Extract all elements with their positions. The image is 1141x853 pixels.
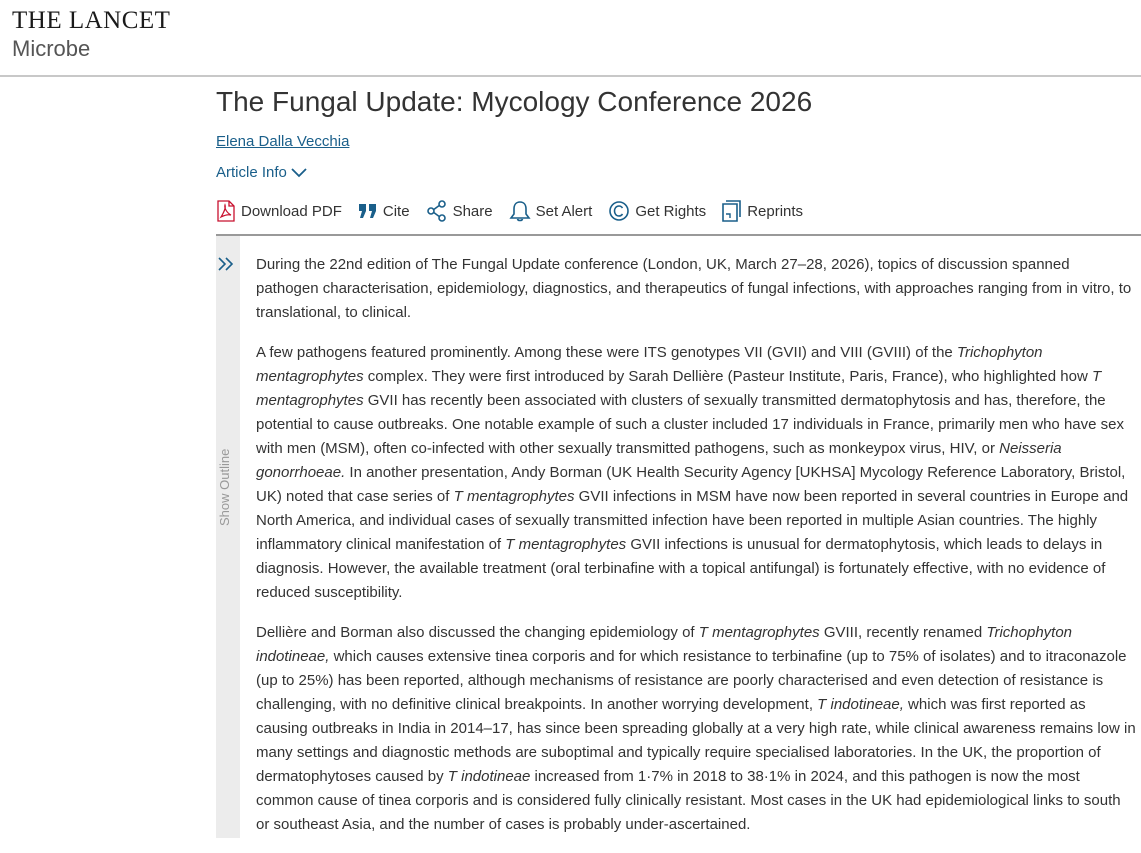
share-button[interactable] bbox=[426, 200, 493, 222]
get-rights-button[interactable] bbox=[608, 200, 706, 222]
paragraph-text: which causes extensive tinea corporis and for which resistance to terbinafine (up to 75% of isolates) and to itraconazole (up to 25%) has been reported, although mechanisms of resistance are poorly characterised and even detection of resistance is challenging, with no definitive clinical breakpoints. In another worrying development, bbox=[256, 648, 1127, 713]
journal-logo-line2[interactable]: Microbe bbox=[12, 36, 91, 61]
journal-logo-line1[interactable]: THE LANCET bbox=[12, 7, 171, 34]
paragraph-text: complex. They were first introduced by Sarah Dellière (Pasteur Institute, Paris, France), who highlighted how bbox=[363, 368, 1092, 385]
species-name: Neisseria gonorrhoeae. bbox=[256, 440, 1062, 481]
cite-label: Cite bbox=[382, 202, 410, 220]
species-name: T mentagrophytes bbox=[505, 536, 627, 553]
species-name: T indotineae bbox=[447, 768, 531, 785]
body-paragraph-2 bbox=[256, 341, 1136, 605]
site-header bbox=[0, 0, 1141, 77]
pdf-icon bbox=[216, 200, 236, 222]
species-name: Trichophyton mentagrophytes bbox=[256, 344, 1043, 385]
outline-sidebar bbox=[216, 236, 240, 838]
paragraph-text: increased from 1·7% in 2018 to 38·1% in 2024, and this pathogen is now the most common cause of tinea corporis and is considered fully clinically resistant. Most cases in the UK had epidemiological links to south or southeast Asia, and the number of cases is probably under-ascertained. bbox=[256, 768, 1121, 833]
toolbar-divider bbox=[216, 234, 1141, 236]
set-alert-label: Set Alert bbox=[535, 202, 593, 220]
reprints-button[interactable] bbox=[722, 200, 803, 222]
article-info-toggle[interactable] bbox=[216, 164, 307, 181]
paragraph-text: Dellière and Borman also discussed the changing epidemiology of bbox=[256, 624, 699, 641]
get-rights-label: Get Rights bbox=[635, 202, 707, 220]
share-icon bbox=[426, 200, 448, 222]
article-toolbar bbox=[216, 200, 803, 222]
cite-button[interactable] bbox=[358, 202, 410, 220]
paragraph-text: which was first reported as causing outbreaks in India in 2014–17, has since been spreading globally at a very high rate, while clinical awareness remains low in many settings and diagnostic methods are suboptimal and typically require specialised laboratories. In the UK, the proportion of dermatophytoses caused by bbox=[256, 696, 1136, 785]
chevron-down-icon bbox=[291, 168, 307, 178]
download-pdf-label: Download PDF bbox=[241, 202, 342, 220]
paragraph-text: GVII infections is unusual for dermatophytosis, which leads to delays in diagnosis. However, the available treatment (oral terbinafine with a topical antifungal) is fortunately effective, with no evidence of reduced susceptibility. bbox=[256, 536, 1106, 601]
author-link[interactable]: Elena Dalla Vecchia bbox=[216, 133, 350, 150]
body-paragraph-3 bbox=[256, 621, 1136, 837]
share-label: Share bbox=[452, 202, 493, 220]
paragraph-text: GVII infections in MSM have now been reported in several countries in Europe and North America, and individual cases of sexually transmitted infection have been reported in multiple Asian countries. The highly inflammatory clinical manifestation of bbox=[256, 488, 1129, 553]
show-outline-toggle[interactable]: Show Outline bbox=[217, 448, 232, 526]
set-alert-button[interactable] bbox=[509, 200, 593, 222]
bell-icon bbox=[509, 200, 531, 222]
double-chevron-right-icon[interactable] bbox=[217, 256, 237, 272]
species-name: T mentagrophytes bbox=[256, 368, 1102, 409]
article-info-label: Article Info bbox=[216, 164, 287, 181]
species-name: Trichophyton indotineae, bbox=[256, 624, 1073, 665]
paragraph-text: A few pathogens featured prominently. Among these were ITS genotypes VII (GVII) and VIII (GVIII) of the bbox=[256, 344, 957, 361]
article-body bbox=[256, 253, 1136, 853]
reprints-label: Reprints bbox=[747, 202, 804, 220]
copyright-icon bbox=[608, 200, 630, 222]
species-name: T mentagrophytes bbox=[453, 488, 575, 505]
quote-icon bbox=[358, 202, 378, 220]
species-name: T indotineae, bbox=[817, 696, 904, 713]
article-title: The Fungal Update: Mycology Conference 2026 bbox=[216, 86, 813, 117]
reprints-icon bbox=[722, 200, 742, 222]
body-paragraph-1: During the 22nd edition of The Fungal Update conference (London, UK, March 27–28, 2026), topics of discussion spanned pathogen characterisation, epidemiology, diagnostics, and therapeutics of fungal infections, with approaches ranging from in vitro, to translational, to clinical. bbox=[256, 256, 1132, 321]
paragraph-text: GVII has recently been associated with clusters of sexually transmitted dermatophytosis and has, therefore, the potential to cause outbreaks. One notable example of such a cluster included 17 individuals in France, primarily men who have sex with men (MSM), often co-infected with other sexually transmitted pathogens, such as monkeypox virus, HIV, or bbox=[256, 392, 1124, 457]
download-pdf-button[interactable] bbox=[216, 200, 342, 222]
species-name: T mentagrophytes bbox=[698, 624, 820, 641]
paragraph-text: GVIII, recently renamed bbox=[819, 624, 987, 641]
paragraph-text: In another presentation, Andy Borman (UK Health Security Agency [UKHSA] Mycology Reference Laboratory, Bristol, UK) noted that case series of bbox=[256, 464, 1126, 505]
